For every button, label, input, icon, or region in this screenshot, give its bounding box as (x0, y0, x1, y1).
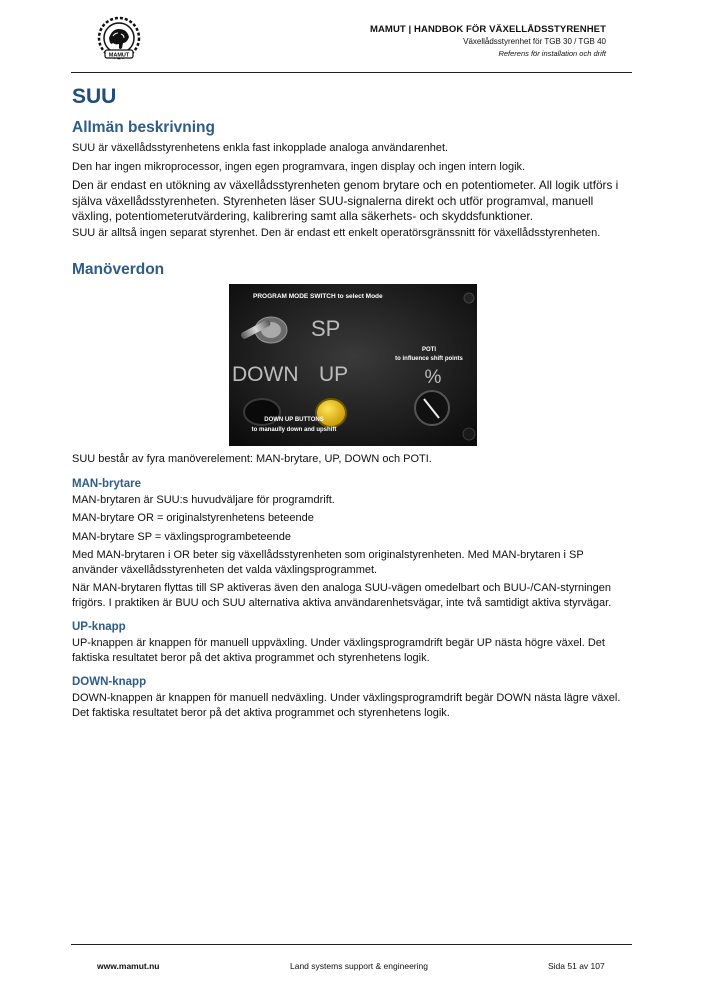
header-rule (71, 72, 632, 73)
footer-page-number: Sida 51 av 107 (548, 961, 605, 971)
man-switch-paragraph-4: Med MAN-brytaren i OR beter sig växellådsstyrenheten som originalstyrenheten. Med MAN-brytaren i SP använder växellådsstyrenheten det valda växlingsprogrammet. (72, 549, 584, 576)
photo-label-poti-desc: to influence shift points (395, 356, 463, 362)
photo-label-mode-switch: PROGRAM MODE SWITCH to select Mode (253, 293, 383, 300)
photo-label-buttons-desc: to manaully down and upshift (251, 427, 337, 433)
logo-lettering: MAMUT (108, 52, 130, 59)
man-switch-paragraph-2: MAN-brytare OR = originalstyrenhetens beteende (72, 512, 314, 524)
header-reference: Referens för installation och drift (498, 49, 606, 58)
controls-heading: Manöverdon (72, 261, 165, 278)
section-title: SUU (72, 85, 117, 108)
suu-control-panel-photo (229, 284, 477, 446)
photo-label-percent: % (424, 367, 442, 388)
page-header (370, 24, 606, 60)
down-button-paragraph: DOWN-knappen är knappen för manuell nedväxling. Under växlingsprogramdrift begär DOWN nästa lägre växel. Det faktiska resultatet beror på det aktiva programmet och styrenhetens logik. (72, 692, 621, 719)
man-switch-paragraph-3: MAN-brytare SP = växlingsprogrambeteende (72, 530, 291, 543)
main-content (72, 84, 632, 724)
controls-intro: SUU består av fyra manöverelement: MAN-brytare, UP, DOWN och POTI. (72, 453, 432, 465)
header-subtitle: Växellådsstyrenhet för TGB 30 / TGB 40 (463, 37, 606, 46)
general-paragraph-2: Den har ingen mikroprocessor, ingen egen programvara, ingen display och ingen intern logik. (72, 160, 526, 173)
general-heading: Allmän beskrivning (72, 119, 215, 136)
up-button-paragraph: UP-knappen är knappen för manuell uppväxling. Under växlingsprogramdrift begär UP nästa högre växel. Det faktiska resultatet beror på det aktiva programmet och styrenhetens logik. (72, 637, 605, 664)
general-paragraph-1: SUU är växellådsstyrenhetens enkla fast inkopplade analoga användarenhet. (72, 142, 449, 154)
mamut-logo (95, 16, 143, 62)
footer-website: www.mamut.nu (97, 961, 160, 971)
footer-rule (71, 944, 632, 945)
header-title: MAMUT | HANDBOK FÖR VÄXELLÅDSSTYRENHET (369, 24, 606, 35)
general-paragraph-3: Den är endast en utökning av växellådsstyrenheten genom brytare och en potentiometer. All logik utförs i själva växellådsstyrenheten. Styrenheten läser SUU-signalerna direkt och utför programval, manuell växling, potentiometerutvärdering, kalibrering samt alla säkerhets- och skyddsfunktioner. (72, 178, 619, 223)
photo-label-up: UP (319, 363, 349, 386)
man-switch-paragraph-1: MAN-brytaren är SUU:s huvudväljare för programdrift. (72, 493, 335, 506)
man-switch-paragraph-5: När MAN-brytaren flyttas till SP aktiveras även den analoga SUU-vägen omedelbart och BUU-/CAN-styrningen frigörs. I praktiken är BUU och SUU alternativa aktiva användarenhetsvägar, inte två samtidigt aktiva styrvägar. (72, 582, 612, 609)
footer-tagline: Land systems support & engineering (290, 961, 428, 971)
photo-label-down: DOWN (232, 363, 299, 386)
up-button-heading: UP-knapp (72, 621, 126, 633)
photo-label-sp: SP (311, 316, 341, 341)
man-switch-heading: MAN-brytare (72, 477, 142, 490)
down-button-heading: DOWN-knapp (72, 676, 147, 688)
photo-label-buttons: DOWN UP BUTTONS (264, 417, 324, 423)
photo-label-poti: POTI (421, 347, 437, 353)
general-paragraph-4: SUU är alltså ingen separat styrenhet. Den är endast ett enkelt operatörsgränssnitt för växellådsstyrenheten. (72, 226, 601, 239)
